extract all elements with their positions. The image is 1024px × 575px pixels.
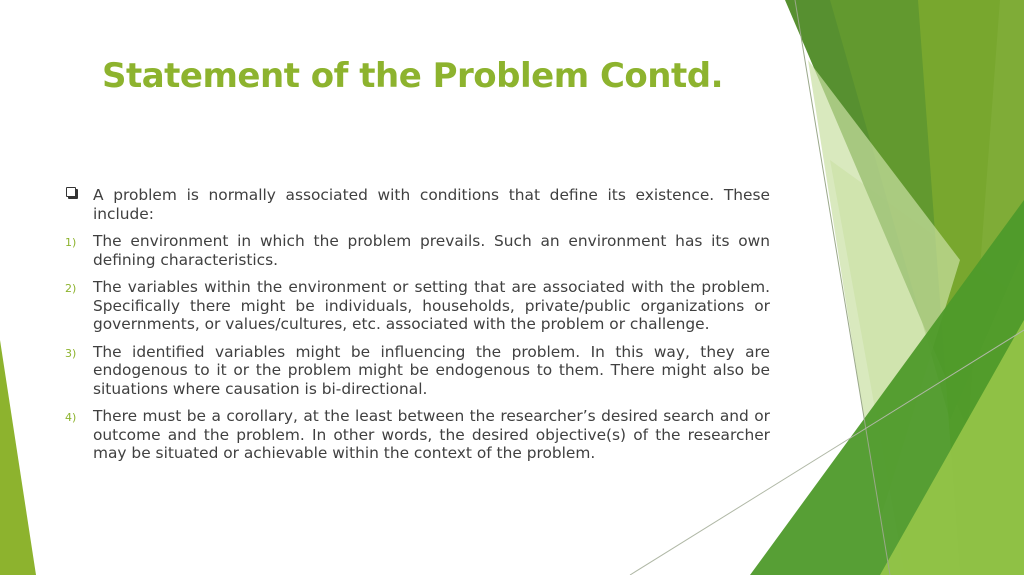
list-item-text: The environment in which the problem prevails. Such an environment has its own defining characteristics.	[93, 232, 770, 269]
list-item	[65, 232, 770, 269]
list-marker: 2)	[65, 282, 77, 295]
slide-content	[65, 186, 770, 472]
intro-paragraph	[93, 186, 770, 223]
list-item-text: The variables within the environment or setting that are associated with the problem. Specifically there might be individuals, households, private/public organizations or governments, or values/cultures, etc. associated with the problem or challenge.	[93, 278, 770, 333]
list-marker: 4)	[65, 411, 77, 424]
list-item-text: There must be a corollary, at the least between the researcher’s desired search and or outcome and the problem. In other words, the desired objective(s) of the researcher may be situated or achievable within the context of the problem.	[93, 407, 770, 462]
left-edge-shape	[0, 340, 36, 575]
list-marker: 3)	[65, 346, 77, 360]
list-item	[65, 407, 770, 463]
square-bullet-icon	[66, 187, 76, 197]
list-item	[65, 278, 770, 334]
slide-title: Statement of the Problem Contd.	[102, 56, 724, 96]
intro-text: A problem is normally associated with conditions that define its existence. These include:	[93, 186, 770, 223]
list-item-text: The identified variables might be influencing the problem. In this way, they are endogenous to it or the problem might be endogenous to them. There might also be situations where causation is bi-directional.	[93, 342, 770, 398]
list-item	[65, 342, 770, 399]
list-marker: 1)	[65, 236, 77, 249]
